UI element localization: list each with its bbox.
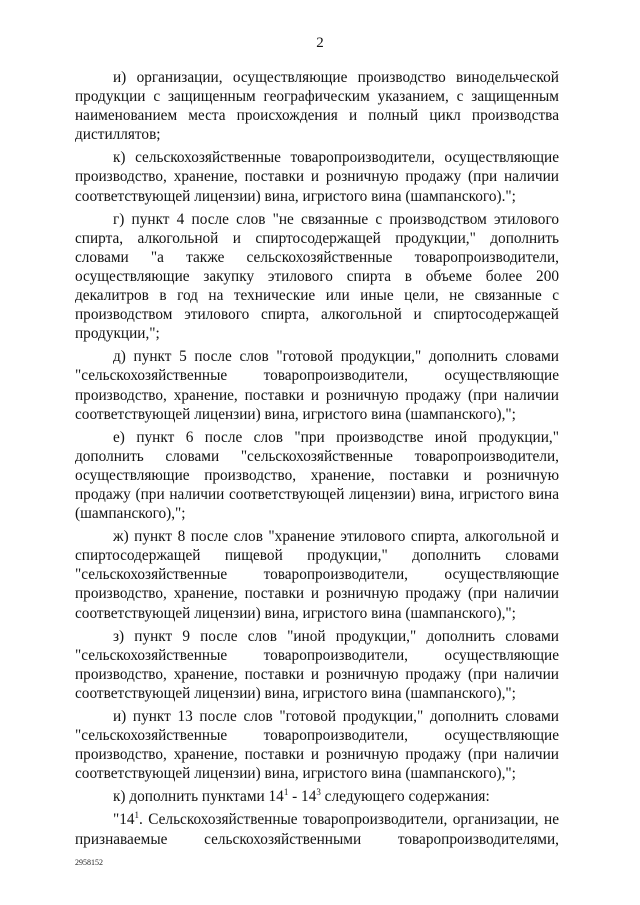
paragraph-k-add-points	[75, 787, 559, 806]
document-body	[75, 68, 559, 849]
paragraph-k-suffix: следующего содержания:	[320, 788, 490, 806]
paragraph-k-agricultural-producers: к) сельскохозяйственные товаропроизводители, осуществляющие производство, хранение, поставки и розничную продажу (при наличии соответствующей лицензии) вина, игристого вина (шампанского).";	[75, 149, 559, 205]
document-code: 2958152	[75, 858, 103, 867]
paragraph-k-middle: - 14	[288, 788, 317, 806]
superscript-1: 1	[134, 810, 140, 821]
paragraph-i-point-13: и) пункт 13 после слов "готовой продукции," дополнить словами "сельскохозяйственные товаропроизводители, осуществляющие производство, хранение, поставки и розничную продажу (при наличии соответствующей лицензии) вина, игристого вина (шампанского),";	[75, 708, 559, 783]
paragraph-14-text: . Сельскохозяйственные товаропроизводители, организации, не признаваемые сельскохозяйственными товаропроизводителями,	[75, 811, 559, 848]
paragraph-k-prefix: к) дополнить пунктами 14	[113, 788, 284, 806]
paragraph-g-point-4: г) пункт 4 после слов "не связанные с производством этилового спирта, алкогольной и спиртосодержащей продукции," дополнить словами "а также сельскохозяйственные товаропроизводители, осуществляющие закупку этилового спирта в объеме более 200 декалитров в год на технические или иные цели, не связанные с производством этилового спирта, алкогольной и спиртосодержащей продукции,";	[75, 210, 559, 343]
paragraph-z-point-9: з) пункт 9 после слов "иной продукции," дополнить словами "сельскохозяйственные товаропроизводители, осуществляющие производство, хранение, поставки и розничную продажу (при наличии соответствующей лицензии) вина, игристого вина (шампанского),";	[75, 627, 559, 702]
paragraph-14-prefix: "14	[113, 811, 135, 829]
paragraph-14-1	[75, 810, 559, 848]
superscript-1: 1	[283, 787, 289, 798]
superscript-3: 3	[316, 787, 321, 798]
paragraph-zh-point-8: ж) пункт 8 после слов "хранение этилового спирта, алкогольной и спиртосодержащей пищевой продукции," дополнить словами "сельскохозяйственные товаропроизводители, осуществляющие производство, хранение, поставки и розничную продажу (при наличии соответствующей лицензии) вина, игристого вина (шампанского),";	[75, 528, 559, 622]
paragraph-i-wine-organizations: и) организации, осуществляющие производство винодельческой продукции с защищенным географическим указанием, с защищенным наименованием места происхождения и полный цикл производства дистиллятов;	[75, 69, 559, 144]
paragraph-d-point-5: д) пункт 5 после слов "готовой продукции," дополнить словами "сельскохозяйственные товаропроизводители, осуществляющие производство, хранение, поставки и розничную продажу (при наличии соответствующей лицензии) вина, игристого вина (шампанского),";	[75, 348, 559, 423]
paragraph-e-point-6: е) пункт 6 после слов "при производстве иной продукции," дополнить словами "сельскохозяйственные товаропроизводители, осуществляющие производство, хранение, поставки и розничную продажу (при наличии соответствующей лицензии) вина, игристого вина (шампанского),";	[75, 428, 559, 523]
page-number: 2	[316, 35, 324, 51]
